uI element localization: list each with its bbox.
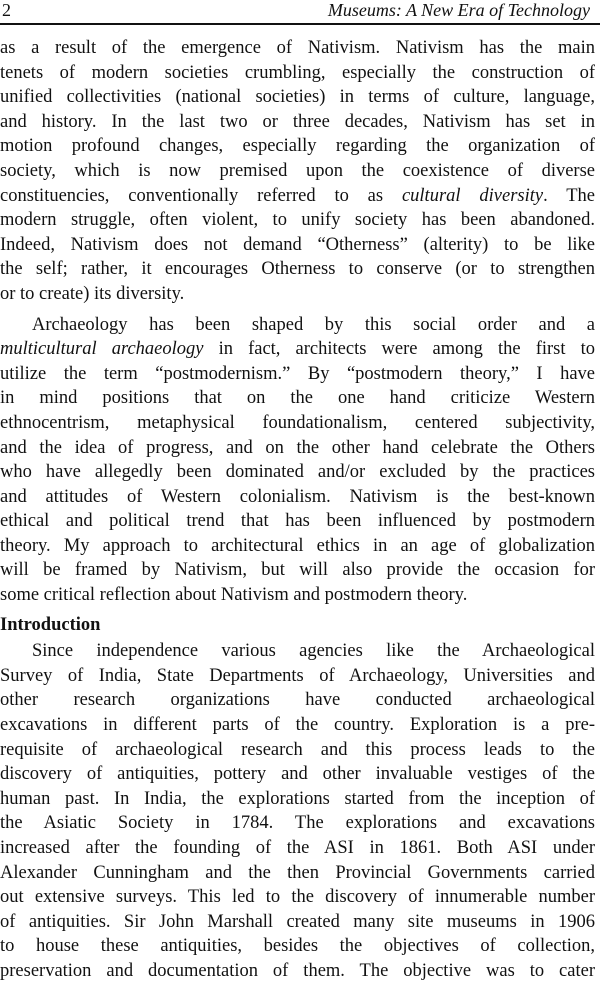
text-line: the self; rather, it encourages Otherness to conserve (or to strengthen [0,259,595,280]
text-line: Alexander Cunningham and the then Provincial Governments carried [0,862,595,883]
text-line: utilize the term “postmodernism.” By “postmodern theory,” I have [0,363,595,384]
text-line: out extensive surveys. This led to the discovery of innumerable number [0,887,595,908]
text-line [0,337,595,362]
paragraph-1 [0,36,595,307]
italic-term: multicultural archaeology [0,339,204,360]
text-line: Indeed, Nativism does not demand “Otherness” (alterity) to be like [0,234,595,255]
text-line: will be framed by Nativism, but will also provide the occasion for [0,560,595,581]
text-line: and history. In the last two or three decades, Nativism has set in [0,111,595,132]
page-number: 2 [2,0,11,20]
text-line: requisite of archaeological research and this process leads to the [0,739,595,760]
text-line: modern struggle, often violent, to unify society has been abandoned. [0,210,595,231]
text-line: society, which is now premised upon the coexistence of diverse [0,160,595,181]
text-line: Survey of India, State Departments of Archaeology, Universities and [0,665,595,686]
text-segment: constituencies, conventionally referred to as [0,185,402,206]
text-line: of antiquities. Sir John Marshall created many site museums in 1906 [0,911,595,932]
page-header [0,0,600,26]
text-line: unified collectivities (national societies) in terms of culture, language, [0,87,595,108]
text-line: or to create) its diversity. [0,283,185,304]
italic-term: cultural diversity [401,185,544,206]
text-line: tenets of modern societies crumbling, especially the construction of [0,62,595,83]
text-line: as a result of the emergence of Nativism. Nativism has the main [0,38,595,58]
text-line: and attitudes of Western colonialism. Nativism is the best-known [0,486,595,507]
text-line: theory. My approach to architectural ethics in an age of globalization [0,535,595,556]
text-line: human past. In India, the explorations started from the inception of [0,788,595,809]
text-line: discovery of antiquities, pottery and other invaluable vestiges of the [0,764,595,785]
header-rule [0,23,600,25]
page-body [0,36,595,984]
text-line: excavations in different parts of the country. Exploration is a pre- [0,715,595,736]
text-line: ethnocentrism, metaphysical foundationalism, centered subjectivity, [0,412,595,433]
text-line: and the idea of progress, and on the other hand celebrate the Others [0,437,595,458]
text-line: preservation and documentation of them. The objective was to cater [0,960,595,981]
text-line: in mind positions that on the one hand criticize Western [0,388,595,409]
paragraph-2 [0,313,595,608]
text-line: motion profound changes, especially regarding the organization of [0,136,595,157]
text-line [0,184,595,209]
text-line: ethical and political trend that has been influenced by postmodern [0,511,595,532]
text-line: who have allegedly been dominated and/or excluded by the practices [0,462,595,483]
text-line: increased after the founding of the ASI in 1861. Both ASI under [0,838,595,858]
text-line: to house these antiquities, besides the objectives of collection, [0,936,595,957]
text-line: some critical reflection about Nativism and postmodern theory. [0,585,468,606]
running-title: Museums: A New Era of Technology [327,0,590,20]
text-line: Since independence various agencies like the Archaeological [32,641,595,662]
text-segment: in fact, architects were among the first to [203,339,595,360]
text-segment: . The [543,185,595,206]
paragraph-3 [0,639,595,983]
text-line: the Asiatic Society in 1784. The explorations and excavations [0,813,595,834]
text-line: Archaeology has been shaped by this social order and a [32,314,595,335]
text-line: other research organizations have conducted archaeological [0,690,595,711]
section-heading: Introduction [0,614,101,635]
